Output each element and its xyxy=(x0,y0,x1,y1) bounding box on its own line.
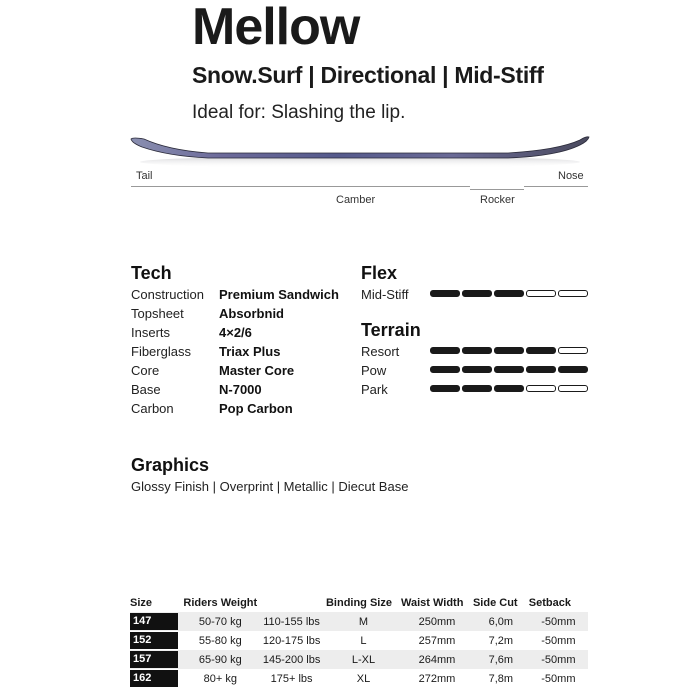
size-table xyxy=(130,594,588,688)
tech-key: Inserts xyxy=(131,325,171,340)
tech-value: Pop Carbon xyxy=(219,401,293,416)
rating-segment-filled xyxy=(494,385,524,392)
tech-key: Topsheet xyxy=(131,306,184,321)
header-side-cut: Side Cut xyxy=(472,597,518,609)
rating-segment-filled xyxy=(462,290,492,297)
tech-value: Master Core xyxy=(219,363,295,378)
tech-key: Construction xyxy=(131,287,204,302)
terrain-rating-row xyxy=(361,382,591,401)
waist-width: 250mm xyxy=(401,612,473,631)
binding-size: L-XL xyxy=(326,650,401,669)
rating-segment-empty xyxy=(526,290,556,297)
header-waist-width: Waist Width xyxy=(401,597,464,609)
terrain-label: Park xyxy=(361,382,388,397)
rating-segment-filled xyxy=(430,366,460,373)
rating-segment-filled xyxy=(462,385,492,392)
weight-lbs: 175+ lbs xyxy=(257,669,326,688)
tech-value: Triax Plus xyxy=(219,344,281,359)
tech-key: Fiberglass xyxy=(131,344,191,359)
binding-size: XL xyxy=(326,669,401,688)
rating-segment-filled xyxy=(494,366,524,373)
setback: -50mm xyxy=(529,650,588,669)
rating-segment-filled xyxy=(526,366,556,373)
rating-segment-filled xyxy=(430,290,460,297)
terrain-rating-bar xyxy=(430,385,588,392)
tech-row xyxy=(131,306,351,325)
table-row xyxy=(130,669,588,688)
setback: -50mm xyxy=(529,669,588,688)
weight-kg: 55-80 kg xyxy=(183,631,257,650)
rating-segment-empty xyxy=(558,347,588,354)
tech-value: 4×2/6 xyxy=(219,325,252,340)
terrain-label: Pow xyxy=(361,363,387,378)
graphics-heading: Graphics xyxy=(131,455,210,475)
nose-label: Nose xyxy=(558,170,584,182)
side-cut: 7,8m xyxy=(473,669,529,688)
tech-value: N-7000 xyxy=(219,382,262,397)
rocker-label: Rocker xyxy=(480,194,515,206)
terrain-rating-bar xyxy=(430,347,588,354)
header-setback: Setback xyxy=(528,597,571,609)
tech-value: Absorbnid xyxy=(219,306,284,321)
camber-label: Camber xyxy=(336,194,376,206)
size-badge: 147 xyxy=(130,613,178,630)
size-badge: 162 xyxy=(130,670,178,687)
rating-segment-filled xyxy=(462,347,492,354)
terrain-rating-row xyxy=(361,344,591,363)
rating-segment-filled xyxy=(430,385,460,392)
weight-kg: 80+ kg xyxy=(183,669,257,688)
rating-segment-empty xyxy=(558,290,588,297)
rating-segment-filled xyxy=(558,366,588,373)
waist-width: 272mm xyxy=(401,669,473,688)
board-shape xyxy=(131,137,589,158)
side-cut: 7,2m xyxy=(473,631,529,650)
header-binding-size: Binding Size xyxy=(325,597,392,609)
size-badge: 157 xyxy=(130,651,178,668)
side-cut: 6,0m xyxy=(473,612,529,631)
rating-segment-empty xyxy=(526,385,556,392)
weight-lbs: 110-155 lbs xyxy=(257,612,326,631)
ideal-for-text: Ideal for: Slashing the lip. xyxy=(192,102,406,123)
tech-value: Premium Sandwich xyxy=(219,287,339,302)
terrain-rating-bar xyxy=(430,366,588,373)
tech-heading: Tech xyxy=(131,263,172,283)
tech-row xyxy=(131,382,351,401)
table-row xyxy=(130,650,588,669)
tech-key: Base xyxy=(131,382,161,397)
flex-label: Mid-Stiff xyxy=(361,287,409,302)
header-riders-weight: Riders Weight xyxy=(183,597,258,609)
board-profile-image xyxy=(128,128,592,174)
tech-key: Core xyxy=(131,363,160,378)
setback: -50mm xyxy=(529,612,588,631)
flex-rating-bar xyxy=(430,290,588,297)
weight-lbs: 120-175 lbs xyxy=(257,631,326,650)
product-subtitle: Snow.Surf | Directional | Mid-Stiff xyxy=(192,62,544,88)
nose-line xyxy=(524,186,588,187)
waist-width: 264mm xyxy=(401,650,473,669)
flex-heading: Flex xyxy=(361,263,398,283)
size-badge: 152 xyxy=(130,632,178,649)
side-cut: 7,6m xyxy=(473,650,529,669)
rating-segment-filled xyxy=(494,347,524,354)
camber-line xyxy=(131,186,470,187)
product-title: Mellow xyxy=(192,0,360,56)
rating-segment-filled xyxy=(430,347,460,354)
weight-lbs: 145-200 lbs xyxy=(257,650,326,669)
table-row xyxy=(130,631,588,650)
tail-label: Tail xyxy=(136,170,153,182)
rating-segment-empty xyxy=(558,385,588,392)
tech-row xyxy=(131,325,351,344)
tech-row xyxy=(131,363,351,382)
terrain-rating-row xyxy=(361,363,591,382)
tech-row xyxy=(131,401,351,420)
flex-rating-row xyxy=(361,287,591,306)
header-blank xyxy=(257,594,326,612)
rating-segment-filled xyxy=(462,366,492,373)
header-size: Size xyxy=(130,597,153,609)
graphics-features: Glossy Finish | Overprint | Metallic | Diecut Base xyxy=(131,479,409,494)
setback: -50mm xyxy=(529,631,588,650)
tech-row xyxy=(131,344,351,363)
weight-kg: 50-70 kg xyxy=(183,612,257,631)
terrain-label: Resort xyxy=(361,344,400,359)
binding-size: L xyxy=(326,631,401,650)
rating-segment-filled xyxy=(494,290,524,297)
rocker-line xyxy=(470,189,524,190)
tech-row xyxy=(131,287,351,306)
rating-segment-filled xyxy=(526,347,556,354)
table-row xyxy=(130,612,588,631)
tech-key: Carbon xyxy=(131,401,174,416)
weight-kg: 65-90 kg xyxy=(183,650,257,669)
binding-size: M xyxy=(326,612,401,631)
terrain-heading: Terrain xyxy=(361,320,421,340)
size-table-header xyxy=(130,594,588,612)
waist-width: 257mm xyxy=(401,631,473,650)
